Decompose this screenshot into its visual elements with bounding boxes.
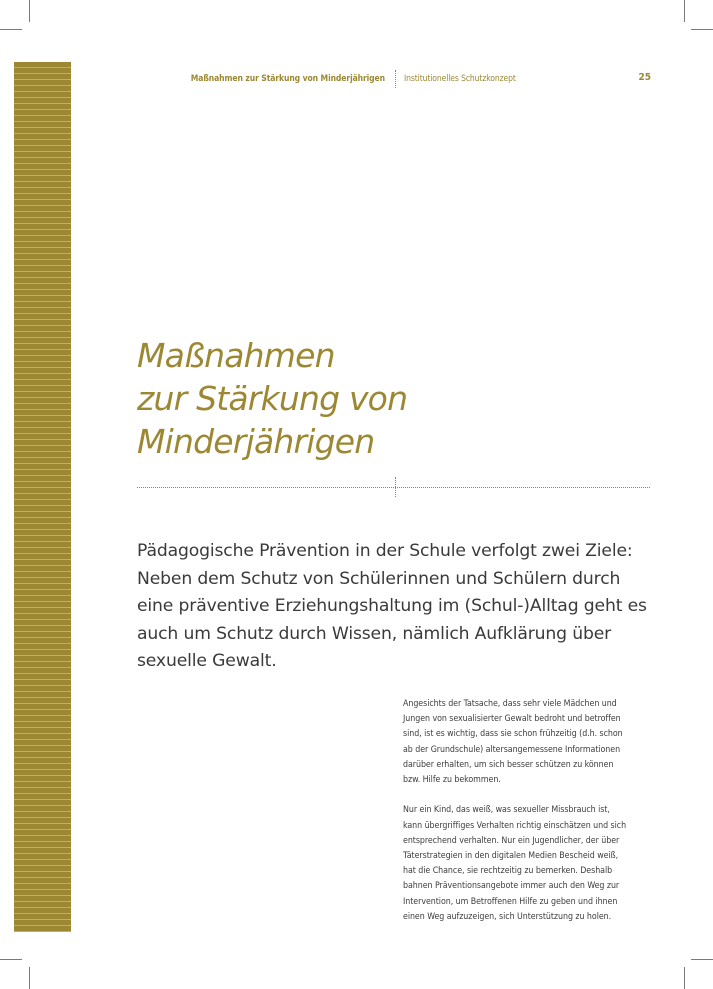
body-line: darüber erhalten, um sich besser schützen zu können (403, 759, 614, 770)
body-line: hat die Chance, sie rechtzeitig zu bemerken. Deshalb (403, 866, 613, 877)
body-line: ab der Grundschule) altersangemessene Informationen (403, 744, 621, 755)
running-header (0, 72, 713, 86)
body-line: Täterstrategien in den digitalen Medien Bescheid weiß, (403, 851, 619, 862)
body-line: kann übergriffiges Verhalten richtig einschätzen und sich (403, 820, 627, 831)
crop-mark-right-bottom (691, 959, 713, 960)
lead-paragraph (137, 538, 657, 676)
lead-line: sexuelle Gewalt. (137, 651, 277, 671)
crop-mark-top-right (684, 0, 685, 22)
crop-mark-left-top (0, 29, 22, 30)
page-number: 25 (638, 72, 651, 83)
lead-line: auch um Schutz durch Wissen, nämlich Aufklärung über (137, 623, 612, 644)
body-line: entsprechend verhalten. Nur ein Jugendlicher, der über (403, 835, 620, 846)
body-line: Angesichts der Tatsache, dass sehr viele Mädchen und (403, 699, 617, 709)
lead-line: Neben dem Schutz von Schülerinnen und Schülern durch (137, 568, 621, 589)
header-document-title: Institutionelles Schutzkonzept (404, 74, 516, 84)
crop-mark-bottom-right (684, 967, 685, 989)
lead-line: eine präventive Erziehungshaltung im (Schul-)Alltag geht es (137, 596, 647, 616)
crop-mark-bottom-left (29, 967, 30, 989)
body-line: bahnen Präventionsangebote immer auch den Weg zur (403, 881, 620, 892)
crop-mark-left-bottom (0, 959, 22, 960)
title-divider-rule (137, 487, 650, 488)
body-paragraph (403, 697, 663, 788)
body-line: Intervention, um Betroffenen Hilfe zu geben und ihnen (403, 896, 618, 907)
body-line: sind, ist es wichtig, dass sie schon frühzeitig (d.h. schon (403, 729, 623, 740)
crop-mark-right-top (691, 29, 713, 30)
chapter-title-line: Minderjährigen (137, 422, 375, 461)
body-line: bzw. Hilfe zu bekommen. (403, 775, 501, 786)
body-paragraph (403, 803, 663, 925)
body-text-column (403, 697, 663, 940)
chapter-title-line: Maßnahmen (137, 336, 335, 375)
title-divider-tick (395, 477, 396, 497)
lead-line: Pädagogische Prävention in der Schule verfolgt zwei Ziele: (137, 541, 633, 561)
header-divider (395, 70, 396, 88)
chapter-title (137, 334, 407, 463)
decorative-side-band (14, 62, 71, 932)
crop-mark-top-left (29, 0, 30, 22)
header-section-title: Maßnahmen zur Stärkung von Minderjährigen (190, 74, 385, 84)
body-line: einen Weg aufzuzeigen, sich Unterstützung zu holen. (403, 911, 612, 922)
chapter-title-line: zur Stärkung von (137, 379, 408, 418)
body-line: Jungen von sexualisierter Gewalt bedroht und betroffen (403, 714, 621, 725)
body-line: Nur ein Kind, das weiß, was sexueller Missbrauch ist, (403, 805, 610, 816)
